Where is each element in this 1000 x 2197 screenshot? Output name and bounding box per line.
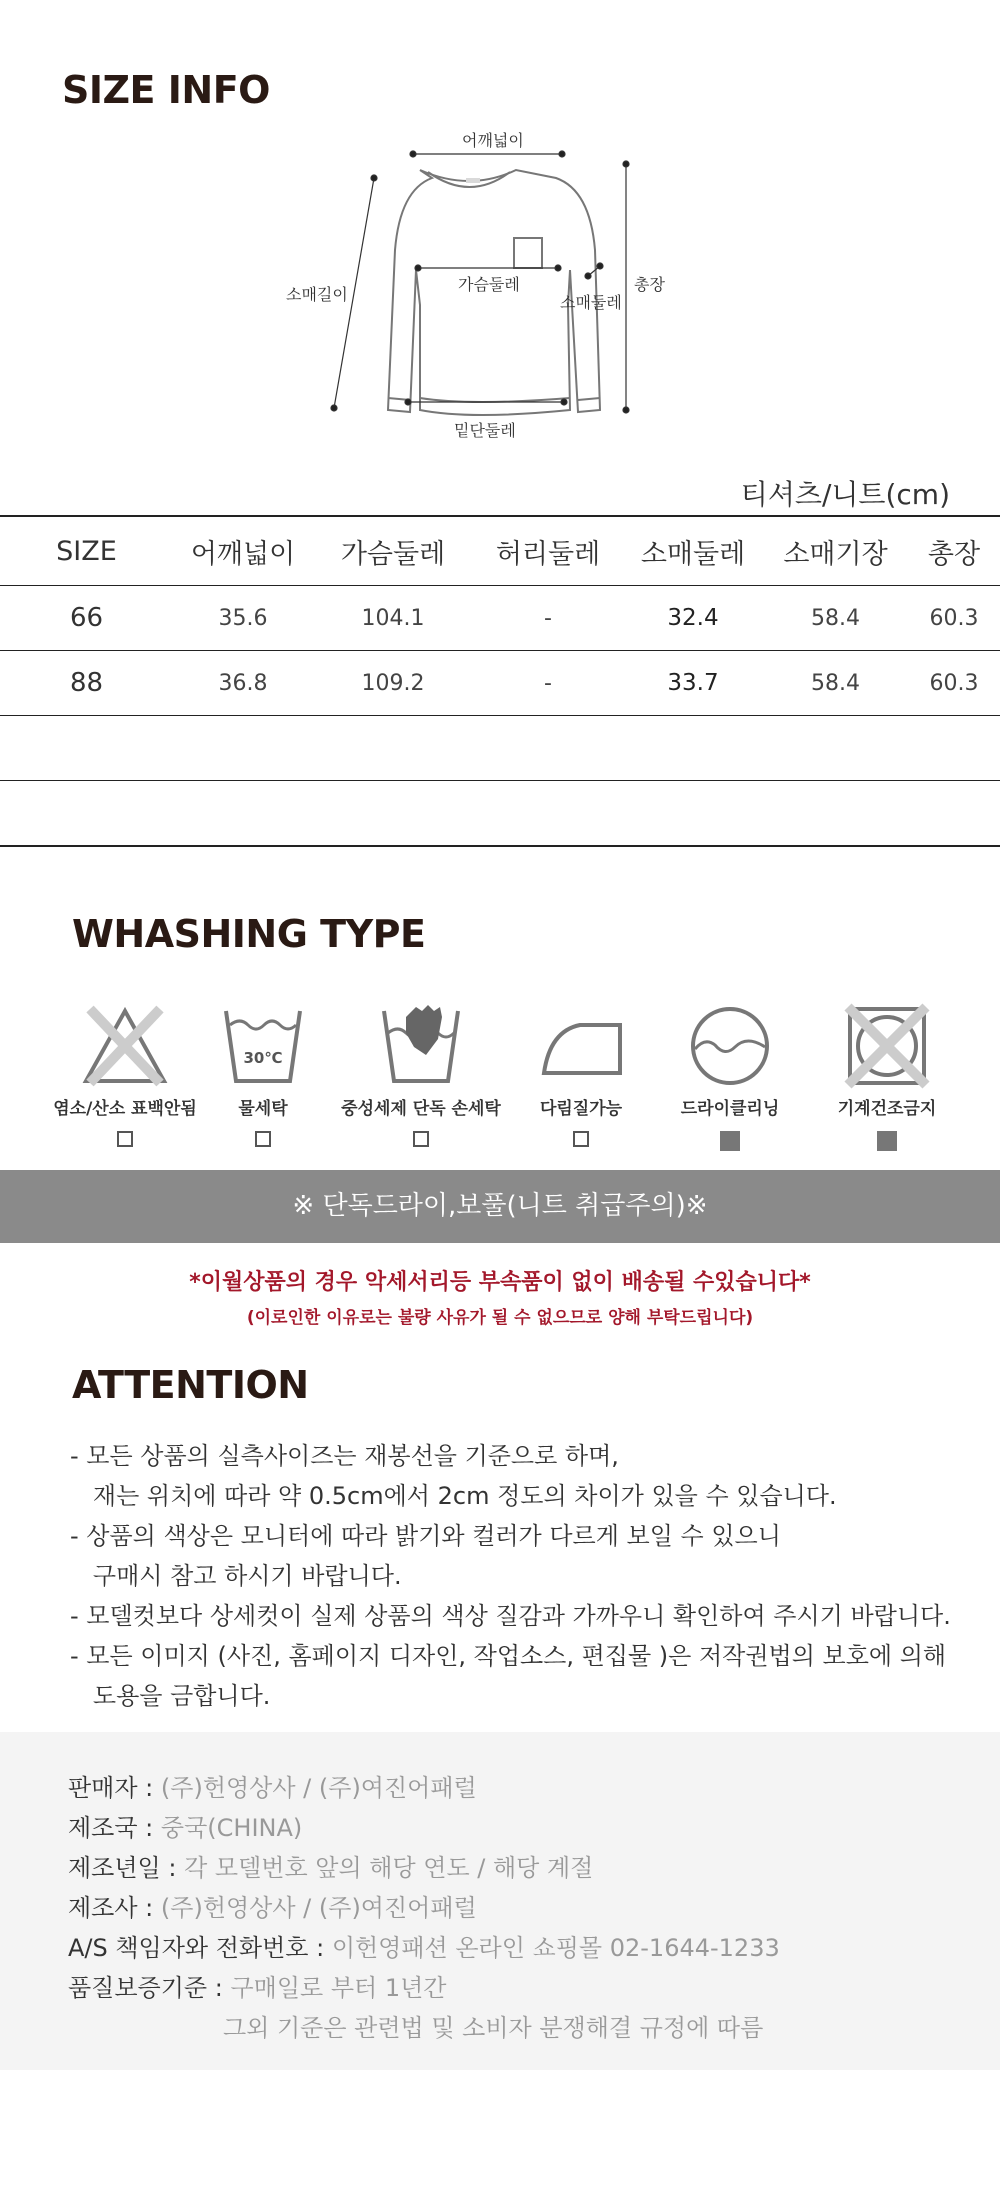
- info-warranty-extra: 그외 기준은 관련법 및 소비자 분쟁해결 규정에 따름: [223, 2014, 764, 2042]
- table-row-empty: [0, 781, 1000, 847]
- info-maker: 제조사 : (주)헌영상사 / (주)여진어패럴: [68, 1894, 477, 1922]
- cell-chest: 104.1: [361, 605, 425, 631]
- table-row-empty: [0, 716, 1000, 781]
- hand-wash-icon: [376, 1003, 466, 1089]
- diagram-label-total-length: 총장: [634, 275, 665, 294]
- info-warranty: 품질보증기준 : 구매일로 부터 1년간: [68, 1974, 447, 2002]
- cell-total-length: 60.3: [929, 605, 979, 631]
- diagram-label-chest: 가슴둘레: [458, 275, 520, 294]
- attention-line: 재는 위치에 따라 약 0.5cm에서 2cm 정도의 차이가 있을 수 있습니다.: [70, 1482, 837, 1510]
- wash-label: 드라이클리닝: [680, 1099, 780, 1119]
- wash-item-water-wash: [178, 1003, 348, 1147]
- size-table: [0, 515, 1000, 847]
- size-table-header: [0, 516, 1000, 586]
- wash-temp-label: 30℃: [243, 1049, 283, 1067]
- wash-30c-icon: [218, 1003, 308, 1089]
- no-bleach-icon: [80, 1003, 170, 1089]
- unit-note: 티셔츠/니트(cm): [740, 478, 950, 511]
- wash-label: 물세탁: [238, 1099, 288, 1119]
- cell-size: 66: [69, 603, 104, 633]
- diagram-label-sleeve-width: 소매둘레: [560, 293, 622, 312]
- attention-line: - 모든 이미지 (사진, 홈페이지 디자인, 작업소스, 편집물 )은 저작권법의 보호에 의해: [70, 1642, 947, 1670]
- header-sleeve-width: 소매둘레: [640, 538, 746, 570]
- size-info-title: SIZE INFO: [62, 68, 270, 112]
- wash-checkbox: [720, 1131, 740, 1151]
- info-as-contact: A/S 책임자와 전화번호 : 이헌영패션 온라인 쇼핑몰 02-1644-1233: [68, 1934, 780, 1962]
- cell-total-length: 60.3: [929, 670, 979, 696]
- wash-item-ironing: [496, 1003, 666, 1147]
- header-shoulder: 어깨넓이: [190, 538, 296, 570]
- attention-line: - 모든 상품의 실측사이즈는 재봉선을 기준으로 하며,: [70, 1442, 619, 1470]
- cell-sleeve-length: 58.4: [811, 670, 860, 696]
- wash-item-no-tumble-dry: [802, 1003, 972, 1151]
- wash-label: 염소/산소 표백안됨: [53, 1099, 197, 1119]
- notice-line-1: *이월상품의 경우 악세서리등 부속품이 없이 배송될 수있습니다*: [189, 1270, 811, 1295]
- info-seller: 판매자 : (주)헌영상사 / (주)여진어패럴: [68, 1774, 477, 1802]
- cell-waist: -: [544, 605, 552, 631]
- attention-line: - 모델컷보다 상세컷이 실제 상품의 색상 질감과 가까우니 확인하여 주시기 바랍니다.: [70, 1602, 951, 1630]
- attention-line: 구매시 참고 하시기 바랍니다.: [70, 1562, 402, 1590]
- notice-line-2: (이로인한 이유로는 불량 사유가 될 수 없으므로 양해 부탁드립니다): [246, 1308, 754, 1328]
- wash-item-hand-wash: [336, 1003, 506, 1147]
- cell-shoulder: 36.8: [218, 670, 268, 696]
- dry-clean-icon: [685, 1003, 775, 1089]
- cell-sleeve-length: 58.4: [811, 605, 860, 631]
- wash-label: 다림질가능: [539, 1099, 623, 1119]
- wash-checkbox: [413, 1131, 429, 1147]
- wash-label: 중성세제 단독 손세탁: [341, 1099, 501, 1119]
- cell-chest: 109.2: [361, 670, 425, 696]
- info-date: 제조년일 : 각 모델번호 앞의 해당 연도 / 해당 계절: [68, 1854, 594, 1882]
- cell-size: 88: [69, 668, 104, 698]
- washing-type-title: WHASHING TYPE: [72, 912, 426, 956]
- attention-line: - 상품의 색상은 모니터에 따라 밝기와 컬러가 다르게 보일 수 있으니: [70, 1522, 781, 1550]
- product-info-panel: [0, 1732, 1000, 2070]
- diagram-label-shoulder: 어깨넓이: [462, 131, 524, 150]
- wash-label: 기계건조금지: [837, 1099, 937, 1119]
- wash-checkbox: [573, 1131, 589, 1147]
- wash-checkbox: [255, 1131, 271, 1147]
- info-country: 제조국 : 중국(CHINA): [68, 1814, 303, 1842]
- cell-sleeve-width: 32.4: [667, 605, 719, 631]
- no-tumble-dry-icon: [842, 1003, 932, 1089]
- care-warning-banner: ※ 단독드라이,보풀(니트 취급주의)※: [0, 1170, 1000, 1243]
- header-total-length: 총장: [927, 538, 981, 570]
- header-sleeve-length: 소매기장: [783, 538, 888, 570]
- cell-waist: -: [544, 670, 552, 696]
- diagram-label-sleeve-length: 소매길이: [286, 285, 348, 304]
- table-row: [0, 651, 1000, 716]
- cell-sleeve-width: 33.7: [667, 670, 719, 696]
- attention-line: 도용을 금합니다.: [70, 1682, 271, 1710]
- header-waist: 허리둘레: [495, 538, 601, 570]
- table-row: [0, 586, 1000, 651]
- header-size: SIZE: [56, 535, 117, 567]
- cell-shoulder: 35.6: [218, 605, 268, 631]
- wash-checkbox: [877, 1131, 897, 1151]
- iron-icon: [536, 1003, 626, 1089]
- attention-title: ATTENTION: [72, 1363, 309, 1407]
- wash-checkbox: [117, 1131, 133, 1147]
- diagram-label-hem: 밑단둘레: [454, 421, 516, 440]
- header-chest: 가슴둘레: [340, 538, 446, 570]
- wash-item-dry-clean: [645, 1003, 815, 1151]
